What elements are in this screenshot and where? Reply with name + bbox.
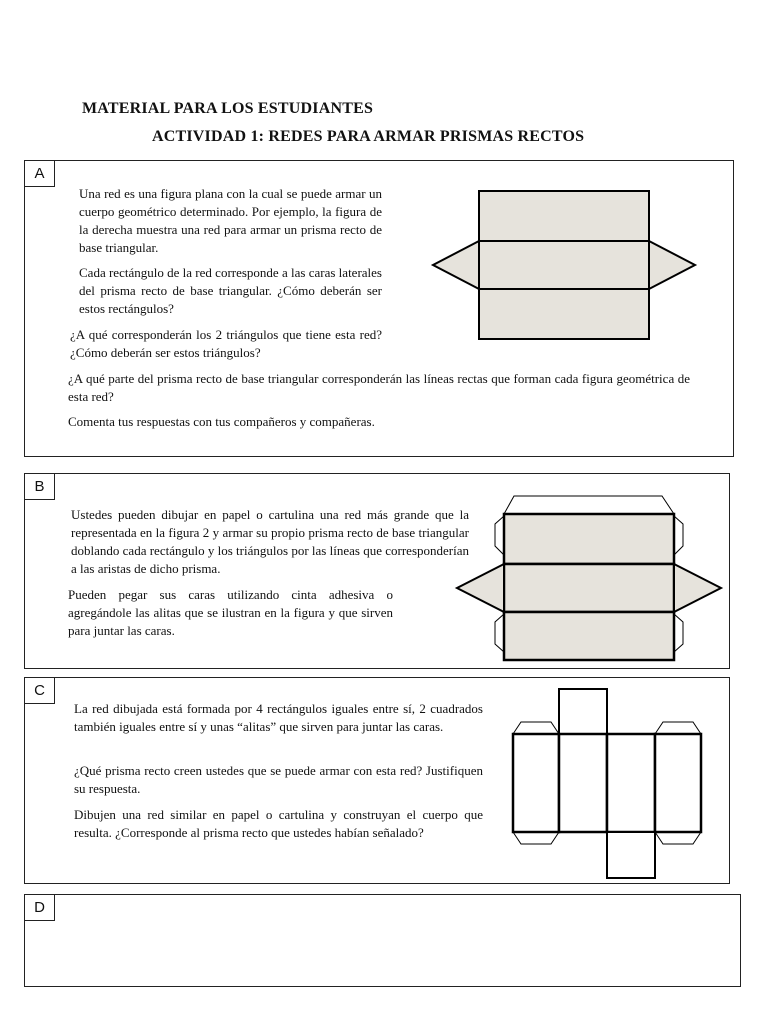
net-rect-middle bbox=[504, 564, 674, 612]
tab-bottom-right bbox=[655, 832, 701, 844]
tab-top-right bbox=[655, 722, 701, 734]
net-triangle-right bbox=[649, 241, 695, 289]
tab-bottom-right bbox=[674, 614, 683, 652]
section-a bbox=[24, 160, 734, 457]
net-triangle-right bbox=[674, 564, 721, 612]
net-triangle-left bbox=[433, 241, 479, 289]
section-b-label: B bbox=[25, 474, 55, 500]
rectangular-prism-net-figure bbox=[505, 686, 725, 882]
section-a-paragraph-2: Cada rectángulo de la red corresponde a las caras laterales del prisma recto de base triangular. ¿Cómo deberán ser estos rectángulos? bbox=[79, 265, 382, 316]
net-rect-middle bbox=[479, 241, 649, 289]
net-rect-3 bbox=[607, 734, 655, 832]
section-a-paragraph-3: ¿A qué corresponderán los 2 triángulos que tiene esta red? ¿Cómo deberán ser estos triángulos? bbox=[70, 327, 382, 360]
net-rect-top bbox=[479, 191, 649, 241]
net-square-bottom bbox=[607, 832, 655, 878]
net-rect-4 bbox=[655, 734, 701, 832]
section-a-paragraph-5: Comenta tus respuestas con tus compañeros y compañeras. bbox=[68, 414, 375, 429]
net-rect-1 bbox=[513, 734, 559, 832]
page-title: MATERIAL PARA LOS ESTUDIANTES bbox=[82, 100, 374, 117]
section-a-paragraph-1: Una red es una figura plana con la cual se puede armar un cuerpo geométrico determinado. Por ejemplo, la figura de la derecha muestra una red para armar un prisma recto de base triangular. bbox=[79, 186, 382, 255]
activity-title: ACTIVIDAD 1: REDES PARA ARMAR PRISMAS RECTOS bbox=[152, 128, 585, 145]
section-d bbox=[24, 894, 741, 987]
tab-bottom-left bbox=[495, 614, 504, 652]
tab-top-left bbox=[495, 516, 504, 555]
section-b-paragraph-2: Pueden pegar sus caras utilizando cinta adhesiva o agregándole las alitas que se ilustran en la figura y que sirven para juntar las caras. bbox=[68, 587, 393, 638]
prism-net-with-tabs-figure bbox=[455, 494, 727, 666]
tab-top-left bbox=[513, 722, 559, 734]
net-square-top bbox=[559, 689, 607, 734]
section-c-label: C bbox=[25, 678, 55, 704]
net-rect-bottom bbox=[504, 612, 674, 660]
section-c-paragraph-1: La red dibujada está formada por 4 rectángulos iguales entre sí, 2 cuadrados también iguales entre sí y unas “alitas” que sirven para juntar las caras. bbox=[74, 701, 483, 734]
section-d-label: D bbox=[25, 895, 55, 921]
section-b-paragraph-1: Ustedes pueden dibujar en papel o cartulina una red más grande que la representada en la figura 2 y armar su propio prisma recto de base triangular doblando cada rectángulo y los triángulos por las líneas que corresponderían a las aristas de dicho prisma. bbox=[71, 507, 469, 576]
tab-top bbox=[504, 496, 674, 514]
net-rect-top bbox=[504, 514, 674, 564]
net-rect-2 bbox=[559, 734, 607, 832]
triangular-prism-net-figure bbox=[425, 185, 705, 345]
section-a-label: A bbox=[25, 161, 55, 187]
tab-top-right bbox=[674, 516, 683, 555]
net-triangle-left bbox=[457, 564, 504, 612]
net-rect-bottom bbox=[479, 289, 649, 339]
section-a-paragraph-4: ¿A qué parte del prisma recto de base triangular corresponderán las líneas rectas que forman cada figura geométrica de esta red? bbox=[68, 371, 690, 404]
tab-bottom-left bbox=[513, 832, 559, 844]
section-c-paragraph-2: ¿Qué prisma recto creen ustedes que se puede armar con esta red? Justifiquen su respuesta. bbox=[74, 763, 483, 796]
section-c-paragraph-3: Dibujen una red similar en papel o cartulina y construyan el cuerpo que resulta. ¿Corresponde al prisma recto que ustedes habían señalado? bbox=[74, 807, 483, 840]
section-c bbox=[24, 677, 730, 884]
section-b bbox=[24, 473, 730, 669]
